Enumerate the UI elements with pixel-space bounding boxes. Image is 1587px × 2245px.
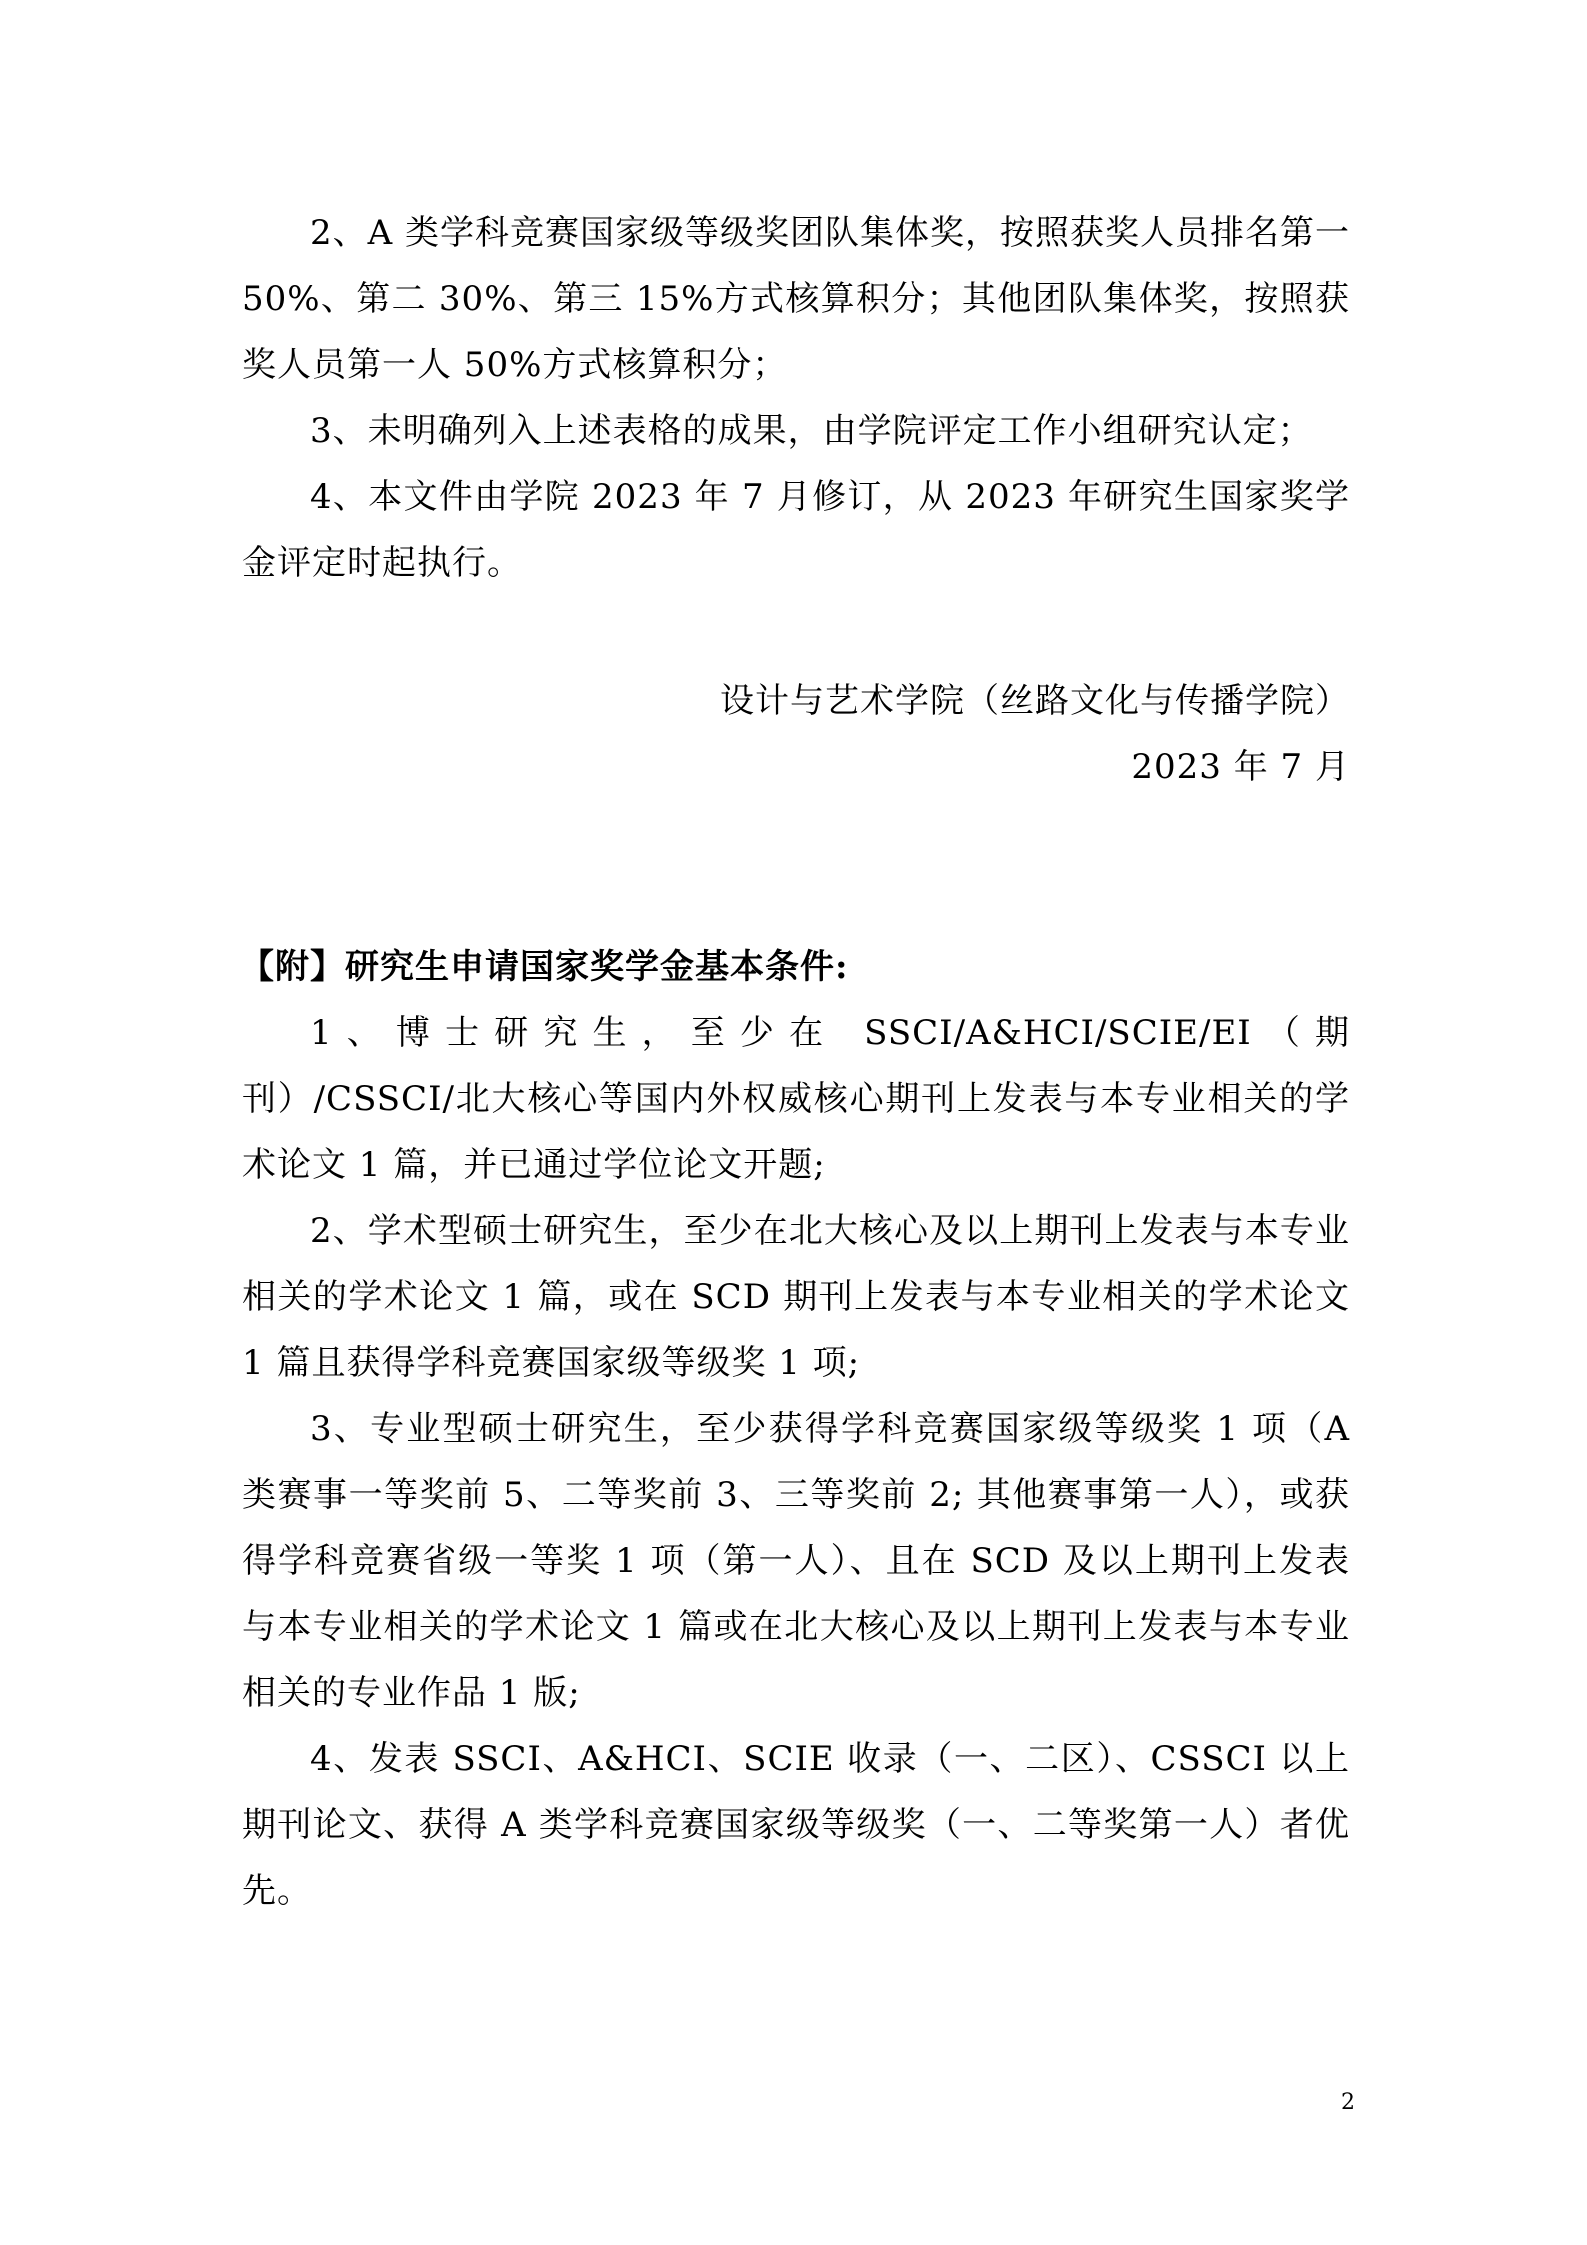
signature-institution: 设计与艺术学院（丝路文化与传播学院） xyxy=(720,681,1350,721)
signature-date: 2023 年 7 月 xyxy=(1131,747,1350,787)
appendix-item-4: 4、发表 SSCI、A&HCI、SCIE 收录（一、二区）、CSSCI 以上期刊论文、获得 A 类学科竞赛国家级等级奖（一、二等奖第一人）者优先。 xyxy=(242,1739,1350,1911)
appendix-item-2: 2、学术型硕士研究生，至少在北大核心及以上期刊上发表与本专业相关的学术论文 1 篇，或在 SCD 期刊上发表与本专业相关的学术论文 1 篇且获得学科竞赛国家级等级奖 1 项; xyxy=(242,1211,1350,1383)
appendix-list xyxy=(242,1000,1350,1924)
notes-section xyxy=(242,200,1350,596)
note-4: 4、本文件由学院 2023 年 7 月修订，从 2023 年研究生国家奖学金评定时起执行。 xyxy=(242,477,1350,583)
note-2: 2、A 类学科竞赛国家级等级奖团队集体奖，按照获奖人员排名第一 50%、第二 30%、第三 15%方式核算积分；其他团队集体奖，按照获奖人员第一人 50%方式核算积分； xyxy=(242,213,1350,385)
appendix-item-1: 1、博士研究生，至少在 SSCI/A&HCI/SCIE/EI（期刊）/CSSCI/北大核心等国内外权威核心期刊上发表与本专业相关的学术论文 1 篇，并已通过学位论文开题; xyxy=(242,1013,1350,1185)
appendix-heading: 【附】研究生申请国家奖学金基本条件: xyxy=(240,947,849,987)
appendix-item-3: 3、专业型硕士研究生，至少获得学科竞赛国家级等级奖 1 项（A 类赛事一等奖前 5、二等奖前 3、三等奖前 2; 其他赛事第一人），或获得学科竞赛省级一等奖 1 项（第一人）、且在 SCD 及以上期刊上发表与本专业相关的学术论文 1 篇或在北大核心及以上期刊上发表与本专业相关的专业作品 1 版; xyxy=(242,1409,1350,1713)
page-number: 2 xyxy=(1341,2090,1355,2115)
note-3: 3、未明确列入上述表格的成果，由学院评定工作小组研究认定； xyxy=(310,411,1313,451)
